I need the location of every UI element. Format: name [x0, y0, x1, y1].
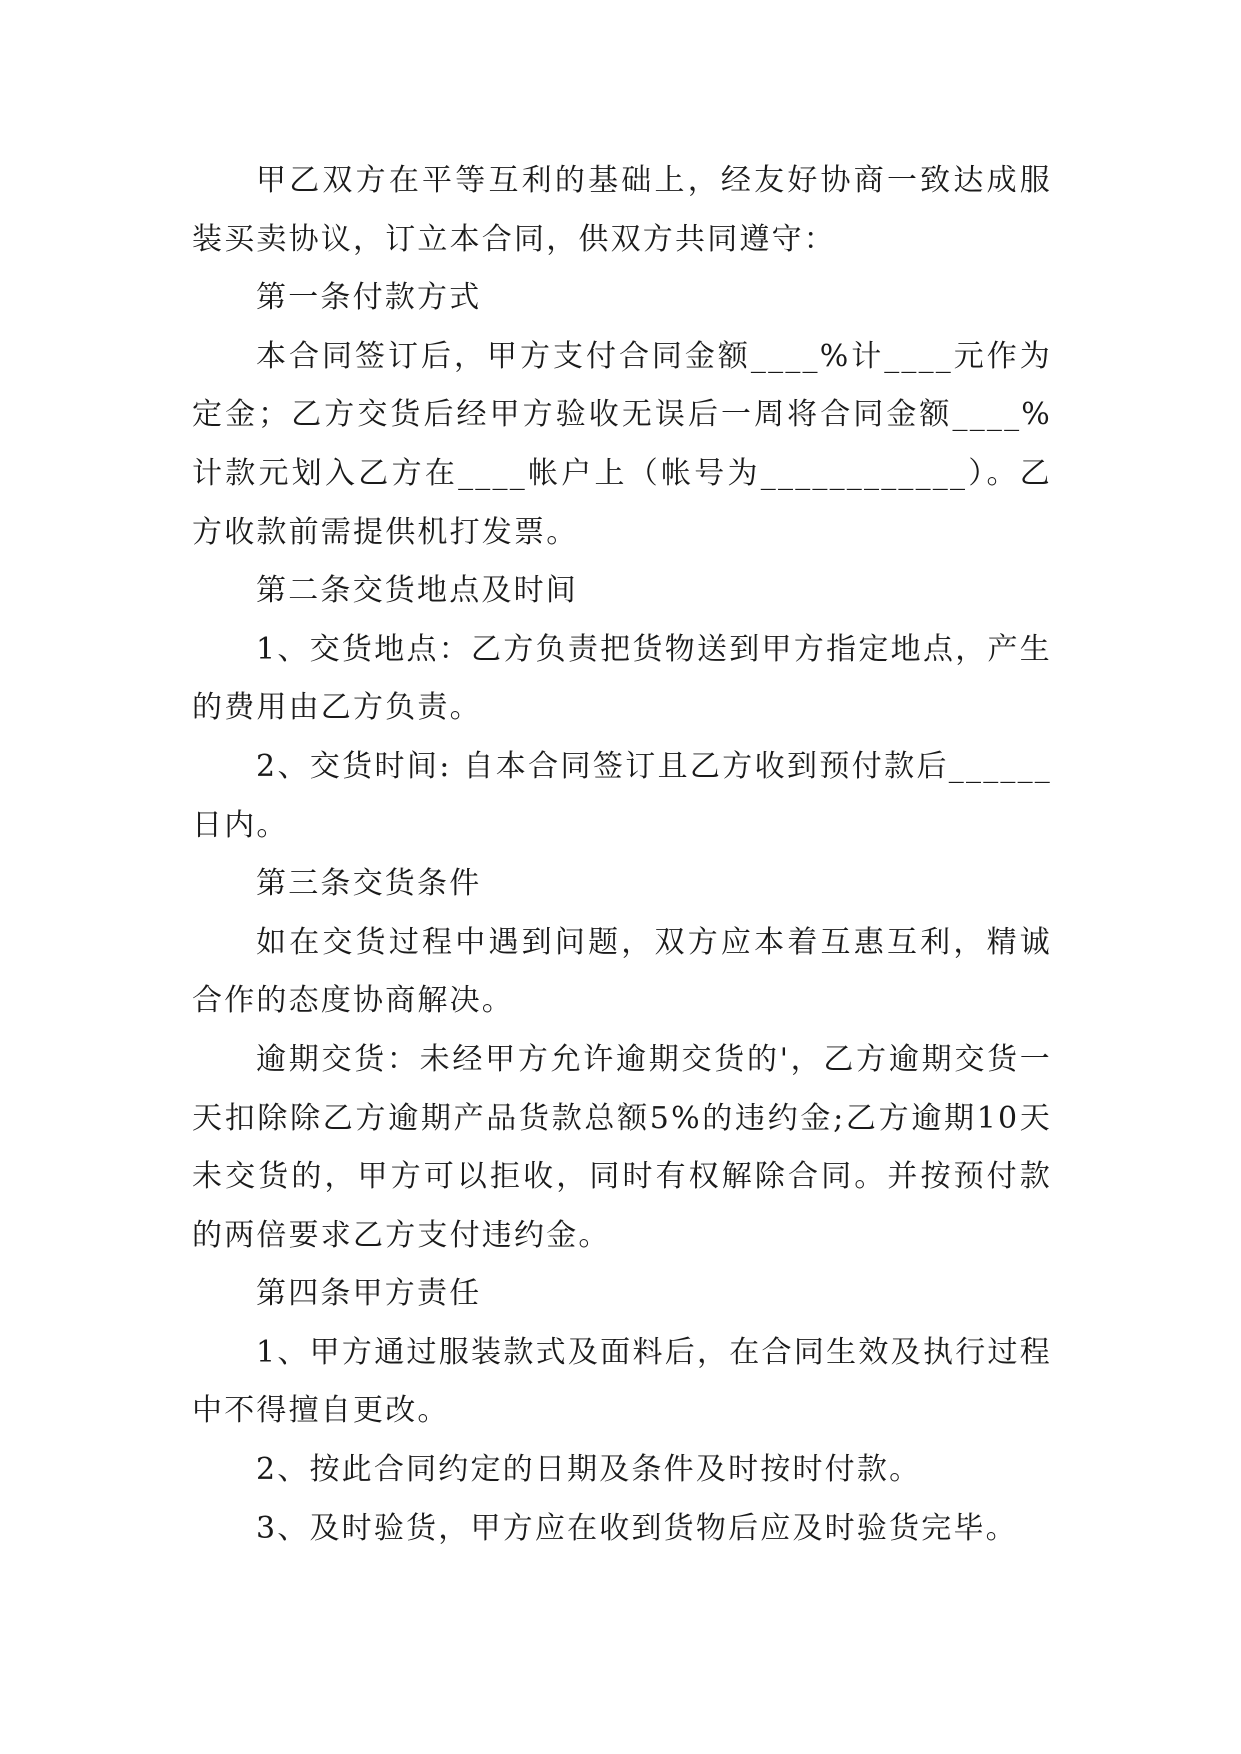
paragraph-delivery-time: 2、交货时间: 自本合同签订且乙方收到预付款后______日内。 — [192, 748, 1052, 843]
paragraph-delivery-conditions: 如在交货过程中遇到问题，双方应本着互惠互利，精诚合作的态度协商解决。 — [192, 924, 1052, 1019]
paragraph-late-delivery: 逾期交货：未经甲方允许逾期交货的'，乙方逾期交货一天扣除除乙方逾期产品货款总额5%的违约金;乙方逾期10天未交货的，甲方可以拒收，同时有权解除合同。并按预付款的两倍要求乙方支付违约金。 — [192, 1041, 1052, 1253]
paragraph-delivery-location: 1、交货地点：乙方负责把货物送到甲方指定地点，产生的费用由乙方负责。 — [192, 631, 1052, 726]
paragraph-payment: 本合同签订后，甲方支付合同金额____%计____元作为定金；乙方交货后经甲方验收无误后一周将合同金额____%计款元划入乙方在____帐户上（帐号为____________）。乙方收款前需提供机打发票。 — [192, 338, 1052, 550]
paragraph-party-a-duty-2: 2、按此合同约定的日期及条件及时按时付款。 — [256, 1452, 922, 1488]
heading-article-3: 第三条交货条件 — [256, 866, 482, 902]
document-body — [192, 152, 1052, 1558]
heading-article-2: 第二条交货地点及时间 — [256, 573, 578, 609]
paragraph-party-a-duty-3: 3、及时验货，甲方应在收到货物后应及时验货完毕。 — [256, 1510, 1018, 1546]
paragraph-party-a-duty-1: 1、甲方通过服装款式及面料后，在合同生效及执行过程中不得擅自更改。 — [192, 1334, 1052, 1429]
heading-article-4: 第四条甲方责任 — [256, 1276, 482, 1312]
paragraph-intro: 甲乙双方在平等互利的基础上，经友好协商一致达成服装买卖协议，订立本合同，供双方共同遵守： — [192, 163, 1052, 257]
heading-article-1: 第一条付款方式 — [256, 280, 482, 316]
